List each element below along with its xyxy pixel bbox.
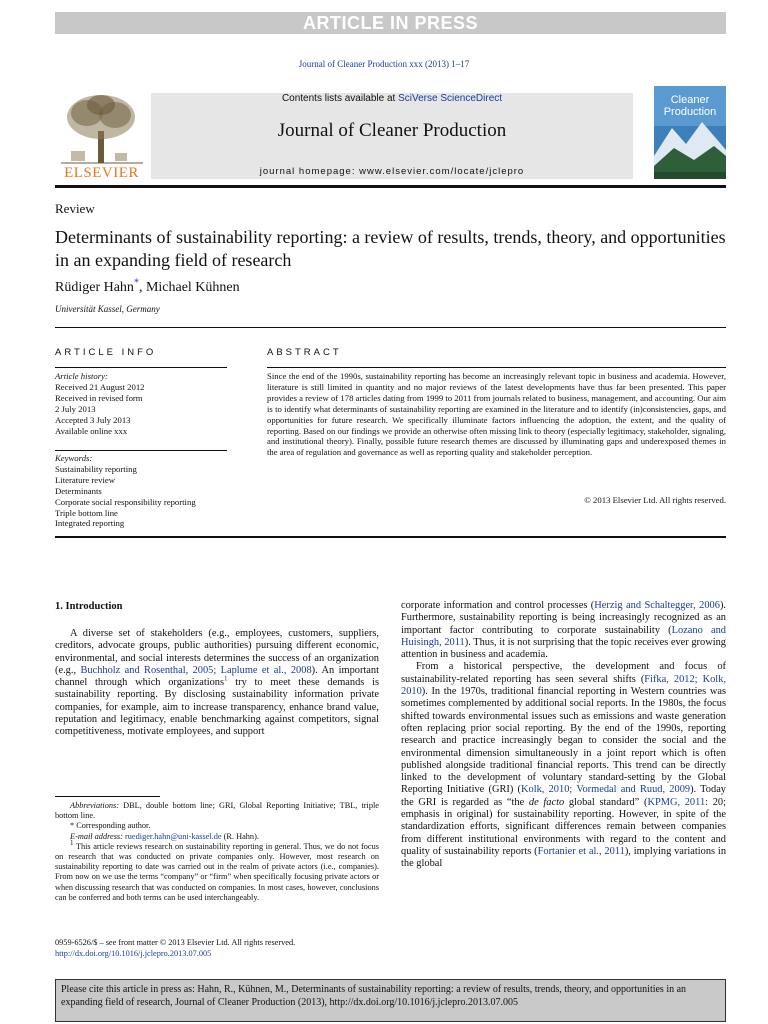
email-owner: (R. Hahn). [221, 831, 259, 841]
citation-link[interactable]: Lozano and Huisingh, 2011 [401, 624, 726, 648]
abstract-heading: ABSTRACT [267, 347, 342, 358]
contents-line [151, 93, 633, 104]
history-item: Available online xxx [55, 425, 128, 436]
keyword-item: Corporate social responsibility reporting [55, 496, 196, 507]
citation-link[interactable]: Kolk, 2010; Vormedal and Ruud, 2009 [521, 784, 691, 796]
author-separator: , [138, 280, 146, 295]
history-item: Accepted 3 July 2013 [55, 414, 131, 425]
doi-link[interactable]: http://dx.doi.org/10.1016/j.jclepro.2013.07.005 [55, 949, 212, 958]
issn-line: 0959-6526/$ – see front matter © 2013 Elsevier Ltd. All rights reserved. [55, 938, 296, 947]
article-info-rule [55, 367, 227, 368]
text-run: corporate information and control processes ( [401, 600, 595, 611]
abstract-copyright: © 2013 Elsevier Ltd. All rights reserved. [584, 495, 726, 505]
cover-title-line-2: Production [663, 106, 717, 118]
text-run: try to meet these demands is sustainability reporting. By disclosing sustainability information private companies, for example, aim to increase transparency, enhance brand value, reputation and legitimacy, enable benchmarking against competitors, signal competitiveness, motivate employees, and support [55, 677, 379, 738]
keywords-label: Keywords: [55, 453, 93, 463]
footnote-rule [55, 796, 160, 797]
intro-column-2 [401, 600, 726, 871]
title-rule [55, 327, 726, 328]
footnote-1-text: This article reviews research on sustainability reporting in general. Thus, we do not focus on research that was conducted on private companies only. However, most research on sustainability reporting to date was carried out in the realm of private actors (i.e., companies). From now on we use the terms “company” or “firm” when specifically focusing private actors or when discussing research that was conducted on companies. In most cases, however, conclusions can be conferred and both terms can be used interchangeably. [55, 841, 379, 902]
text-run: ). An important channel through which organizations [55, 664, 379, 689]
email-label: E-mail address: [70, 831, 123, 841]
header-rule [55, 185, 726, 188]
section-heading-introduction: 1. Introduction [55, 601, 123, 612]
history-item: Received 21 August 2012 [55, 381, 145, 392]
corresponding-author-mark[interactable]: * [133, 277, 139, 289]
text-run: ). Thus, it is not surprising that the topic receives ever growing attention in business and academia. [401, 636, 726, 661]
history-item: 2 July 2013 [55, 403, 96, 414]
article-title: Determinants of sustainability reporting: a review of results, trends, theory, and opportunities in an expanding field of research [55, 227, 726, 270]
text-run: ). In the 1970s, traditional financial reporting in Western countries was sometimes complemented by additional social reports. In the 1980s, the focus shifted towards environmental issues such as emissions and waste generation often replacing prior social reporting. By the end of the 1990s, reporting research and practice increasingly began to consider the social and the environmental dimension simultaneously in a joint report which is often published alongside traditional financial reports. This trend can be directly linked to the development of voluntary standard-setting by the Global Reporting Initiative (GRI) ( [401, 686, 726, 796]
journal-reference[interactable]: Journal of Cleaner Production xxx (2013) 1–17 [298, 59, 470, 69]
citation-link[interactable]: Buchholz and Rosenthal, 2005; Laplume et al., 2008 [80, 664, 312, 676]
email-note [55, 832, 379, 842]
footnotes [55, 801, 379, 903]
text-run: : 20; emphasis in original) for sustainability reporting. However, in spite of the standardization efforts, significant differences remain between companies from different institutional environments with regard to the content and quality of sustainability reports ( [401, 796, 726, 857]
corresponding-author-note [55, 821, 379, 831]
abstract-rule [267, 367, 726, 368]
keyword-item: Determinants [55, 485, 102, 496]
cover-title-line-1: Cleaner [670, 94, 710, 106]
text-run: ). Today the GRI is regarded as “the [401, 784, 727, 808]
text-run: From a historical perspective, the development and focus of sustainability-related reporting has seen several shifts ( [401, 661, 726, 685]
intro-paragraph-2 [401, 661, 726, 870]
citation-link[interactable]: Fifka, 2012; Kolk, 2010 [401, 673, 726, 698]
keyword-item: Integrated reporting [55, 518, 125, 529]
email-link[interactable]: ruediger.hahn@uni-kassel.de [125, 831, 222, 841]
keyword-item: Triple bottom line [55, 507, 118, 518]
history-label: Article history: [55, 371, 108, 381]
abstract-text: Since the end of the 1990s, sustainability reporting has become an increasingly relevant topic in business and academia. However, literature is still limited in quantity and no major reviews of the latest developments have thus far been presented. This paper provides a review of 178 articles dating from 1999 to 2011 from journals related to business, management, and accounting. Our aim is to identify what determinants of sustainability reporting are examined in the literature and to identify (in)consistencies, gaps, and opportunities for future research. We specifically illuminate factors influencing the adoption, the extent, and the quality of reporting. Based on our findings we provide an otherwise often missing link to theory (especially legitimacy, stakeholder, signaling, and institutional theory). Finally, possible future research themes are discussed by illuminating gaps and underexposed themes in the area of regulation and governance as well as reporting quality and stakeholder perception. [267, 371, 726, 458]
keyword-item: Literature review [55, 474, 116, 485]
citation-box: Please cite this article in press as: Hahn, R., Kühnen, M., Determinants of sustainability reporting: a review of results, trends, theory, and opportunities in an expanding field of research, Journal of Cleaner Production (2013), http://dx.doi.org/10.1016/j.jclepro.2013.07.005 [55, 979, 726, 1022]
footnote-1 [55, 839, 379, 903]
corr-text: Corresponding author. [74, 821, 151, 831]
keywords-list [55, 453, 227, 529]
footnote-1-mark: 1 [70, 839, 74, 848]
keyword-item: Sustainability reporting [55, 463, 137, 474]
sciencedirect-link[interactable]: SciVerse ScienceDirect [398, 93, 503, 104]
emphasis: de facto [528, 796, 565, 808]
citation-link[interactable]: Fortanier et al., 2011 [537, 845, 625, 857]
citation-link[interactable]: Herzig and Schaltegger, 2006 [594, 600, 720, 611]
contents-prefix: Contents lists available at [281, 93, 399, 104]
article-type: Review [55, 201, 95, 216]
citation-link[interactable]: KPMG, 2011 [647, 796, 706, 808]
front-matter [55, 937, 379, 959]
footnote-ref[interactable]: 1 [224, 674, 228, 683]
abbreviations-note [55, 801, 379, 821]
journal-cover-image[interactable] [654, 86, 726, 179]
history-item: Received in revised form [55, 392, 143, 403]
author-list [55, 277, 240, 296]
abstract-bottom-rule [55, 536, 726, 538]
text-run: ). Furthermore, sustainability reporting is being increasingly recognized as an important factor contributing to corporate sustainability ( [401, 600, 726, 636]
corr-mark: * [70, 821, 75, 831]
article-in-press-banner: ARTICLE IN PRESS [55, 12, 726, 34]
article-info-heading: ARTICLE INFO [55, 347, 157, 358]
intro-paragraph-1 [55, 628, 379, 739]
elsevier-logo[interactable] [55, 93, 148, 179]
text-run: ), implying variations in the global [401, 845, 727, 870]
author-2[interactable]: Michael Kühnen [145, 280, 240, 295]
intro-paragraph-continued [401, 600, 726, 661]
journal-homepage[interactable]: journal homepage: www.elsevier.com/locate/jclepro [259, 166, 525, 177]
abbr-label: Abbreviations: [70, 801, 120, 810]
abbr-text: DBL, double bottom line; GRI, Global Reporting Initiative; TBL, triple bottom line. [55, 801, 379, 821]
journal-title: Journal of Cleaner Production [277, 120, 507, 141]
affiliation: Universität Kassel, Germany [55, 304, 160, 314]
publisher-name: ELSEVIER [64, 165, 139, 181]
text-run: A diverse set of stakeholders (e.g., employees, customers, suppliers, creditors, advocate groups, public authorities) pursuing different economic, environmental, and social interests determines the success of an organization (e.g., [55, 628, 379, 676]
author-1[interactable]: Rüdiger Hahn [55, 280, 134, 295]
article-history [55, 371, 227, 436]
keywords-rule [55, 450, 227, 451]
text-run: global standard” ( [564, 796, 648, 808]
